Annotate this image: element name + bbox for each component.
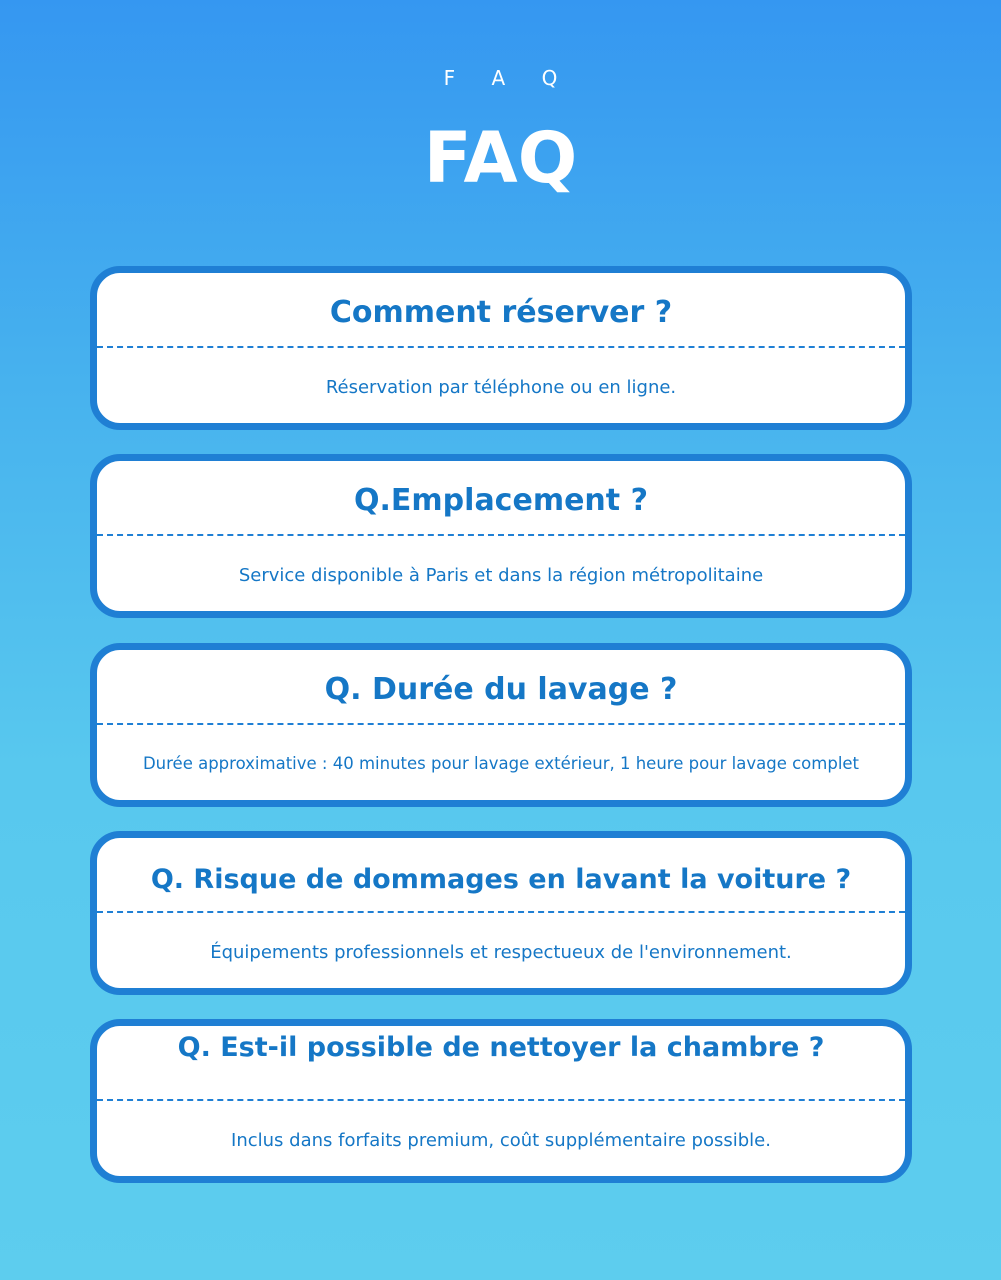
faq-card [90, 454, 912, 618]
faq-question: Comment réserver ? [329, 295, 673, 330]
dashed-divider [97, 723, 905, 725]
faq-card [90, 831, 912, 995]
faq-answer: Réservation par téléphone ou en ligne. [325, 377, 677, 398]
eyebrow-label: F A Q [443, 66, 573, 90]
faq-question: Q. Durée du lavage ? [324, 672, 678, 707]
faq-question: Q. Est-il possible de nettoyer la chambre ? [177, 1032, 825, 1063]
dashed-divider [97, 346, 905, 348]
page-title: FAQ [423, 117, 578, 199]
faq-card [90, 266, 912, 430]
faq-card [90, 1019, 912, 1183]
faq-question: Q.Emplacement ? [354, 483, 648, 518]
faq-card [90, 643, 912, 807]
faq-answer: Équipements professionnels et respectueux de l'environnement. [210, 942, 792, 963]
faq-answer: Durée approximative : 40 minutes pour lavage extérieur, 1 heure pour lavage complet [142, 754, 860, 773]
faq-answer: Inclus dans forfaits premium, coût supplémentaire possible. [231, 1130, 771, 1151]
dashed-divider [97, 1099, 905, 1101]
dashed-divider [97, 534, 905, 536]
faq-question: Q. Risque de dommages en lavant la voiture ? [150, 864, 852, 895]
dashed-divider [97, 911, 905, 913]
faq-answer: Service disponible à Paris et dans la région métropolitaine [238, 565, 764, 586]
